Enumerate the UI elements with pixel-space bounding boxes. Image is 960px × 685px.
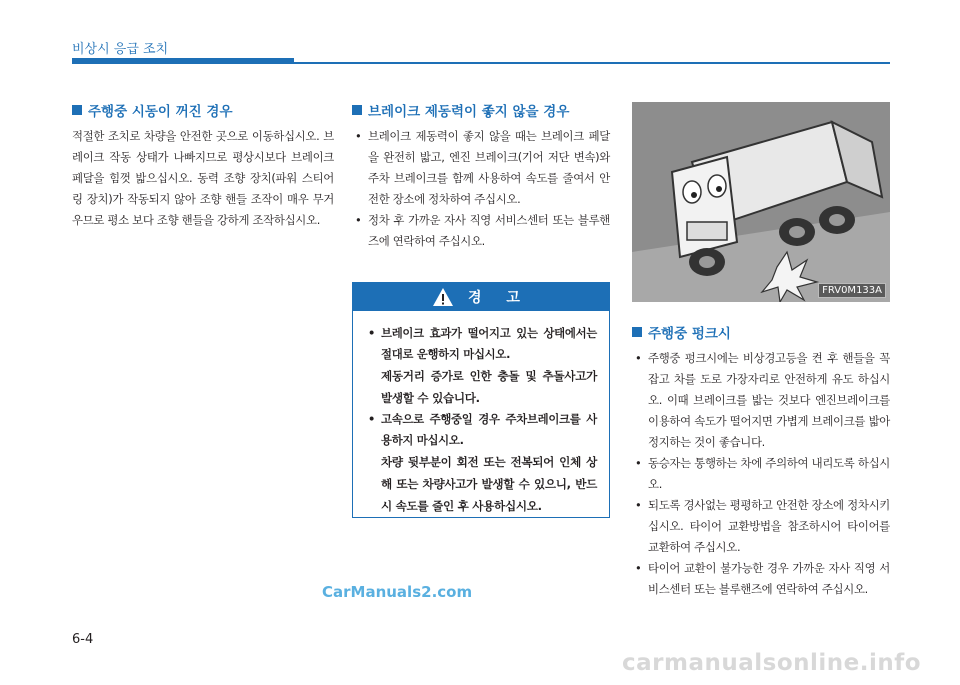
header-rule-thin: [294, 62, 890, 64]
column-engine-stall: [72, 100, 334, 231]
warning-label: 경 고: [468, 290, 530, 306]
warning-header: [353, 283, 609, 311]
page-number: 6-4: [72, 632, 94, 647]
warning-item: • 고속으로 주행중일 경우 주차브레이크를 사용하지 마십시오.: [365, 409, 597, 451]
dump-truck-icon: [632, 102, 890, 302]
list-item: • 브레이크 제동력이 좋지 않을 때는 브레이크 페달을 완전히 밟고, 엔진 브레이크(기어 저단 변속)와 주차 브레이크를 함께 사용하여 속도를 줄여서 안전한 장소에 정차하여 주십시오.: [352, 126, 610, 210]
section-header-title: 비상시 응급 조치: [72, 42, 169, 57]
square-bullet-icon: [352, 105, 362, 115]
section-title-brake-failure: 브레이크 제동력이 좋지 않을 경우: [352, 100, 610, 120]
column-brake-failure: [352, 100, 610, 252]
warning-list: [365, 323, 597, 365]
brake-bullet-list: [352, 126, 610, 252]
square-bullet-icon: [72, 105, 82, 115]
list-item: • 되도록 경사없는 평평하고 안전한 장소에 정차시키십시오. 타이어 교환방법을 참조하시어 타이어를 교환하여 주십시오.: [632, 495, 890, 558]
section-title-flat-tire: 주행중 펑크시: [632, 322, 890, 342]
dump-truck-illustration: [632, 102, 890, 302]
warning-detail: 제동거리 증가로 인한 충돌 및 추돌사고가 발생할 수 있습니다.: [381, 369, 597, 405]
column-flat-tire: [632, 322, 890, 600]
list-item: • 타이어 교환이 불가능한 경우 가까운 자사 직영 서비스센터 또는 블루핸즈에 연락하여 주십시오.: [632, 558, 890, 600]
list-item: • 정차 후 가까운 자사 직영 서비스센터 또는 블루핸즈에 연락하여 주십시오.: [352, 210, 610, 252]
warning-list: [365, 409, 597, 451]
watermark-bottom: carmanualsonline.info: [622, 650, 922, 676]
list-item: • 동승자는 통행하는 차에 주의하여 내리도록 하십시오.: [632, 453, 890, 495]
header-rule-thick: [72, 58, 294, 64]
warning-item: • 브레이크 효과가 떨어지고 있는 상태에서는 절대로 운행하지 마십시오.: [365, 323, 597, 365]
warning-box: [352, 282, 610, 518]
warning-triangle-icon: [432, 287, 454, 307]
list-item: • 주행중 펑크시에는 비상경고등을 켠 후 핸들을 꼭 잡고 차를 도로 가장자리로 안전하게 유도 하십시오. 이때 브레이크를 밟는 것보다 엔진브레이크를 이용하여 속도가 떨어지면 가볍게 브레이크를 밟아 정지하는 것이 좋습니다.: [632, 348, 890, 453]
illustration-code: FRV0M133A: [818, 283, 886, 298]
flat-tire-bullet-list: [632, 348, 890, 600]
warning-detail: 차량 뒷부분이 회전 또는 전복되어 인체 상해 또는 차량사고가 발생할 수 있으니, 반드시 속도를 줄인 후 사용하십시오.: [381, 455, 597, 513]
engine-stall-body: 적절한 조치로 차량을 안전한 곳으로 이동하십시오. 브레이크 작동 상태가 나빠지므로 평상시보다 브레이크 페달을 힘껏 밟으십시오. 동력 조향 장치(파워 스티어링 장치)가 작동되지 않아 조향 핸들 조작이 매우 무거우므로 평소 보다 조향 핸들을 강하게 조작하십시오.: [72, 129, 334, 227]
watermark-link-top[interactable]: CarManuals2.com: [322, 583, 473, 601]
section-title-engine-stall: 주행중 시동이 꺼진 경우: [72, 100, 334, 120]
square-bullet-icon: [632, 327, 642, 337]
